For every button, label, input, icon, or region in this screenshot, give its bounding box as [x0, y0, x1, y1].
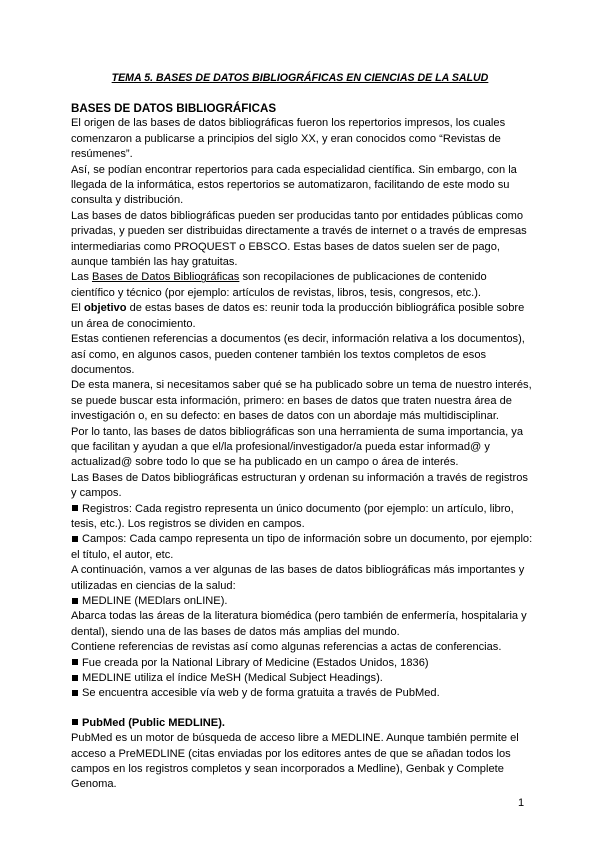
bullet-square-icon — [72, 598, 78, 604]
paragraph-pubmed: PubMed es un motor de búsqueda de acceso libre a MEDLINE. Aunque también permite el acceso a PreMEDLINE (citas enviadas por los editores antes de que se añadan todos los campos en los registros completos y sean incorporados a Medline), Genbak y Complete Genoma. — [71, 732, 519, 791]
bullet-square-icon — [72, 659, 78, 665]
bullet-text: MEDLINE utiliza el índice MeSH (Medical Subject Headings). — [82, 672, 383, 685]
bullet-registros — [71, 502, 533, 533]
page-number: 1 — [518, 797, 525, 809]
paragraph-abarca: Abarca todas las áreas de la literatura biomédica (pero también de enfermería, hospitalaria y dental), siendo una de las bases de datos más amplias del mundo. — [71, 610, 527, 638]
bullet-square-icon — [72, 690, 78, 696]
section-heading-pubmed — [71, 716, 533, 731]
paragraph-repertorios: Así, se podían encontrar repertorios para cada especialidad científica. Sin embargo, con la llegada de la informática, estos repertorios se automatizaron, facilitando de este modo su consulta y distribución. — [71, 163, 517, 207]
text-segment: Las — [71, 271, 92, 284]
section-gap — [71, 702, 533, 716]
paragraph-definicion — [71, 270, 533, 301]
document-body — [71, 101, 533, 793]
paragraph-origen: El origen de las bases de datos bibliográficas fueron los repertorios impresos, los cuales comenzaron a publicarse a principios del siglo XX, y eran conocidos como “Revistas de resúmenes”. — [71, 117, 506, 161]
paragraph-busqueda: De esta manera, si necesitamos saber qué se ha publicado sobre un tema de nuestro interés, se puede buscar esta información, primero: en bases de datos que traten nuestra área de investigación o, en su defecto: en bases de datos con un abordaje más multidisciplinar. — [71, 379, 532, 423]
text-segment: son recopilaciones de publicaciones de contenido científico y técnico (por ejemplo: artículos de revistas, libros, tesis, congresos, etc.). — [71, 271, 487, 299]
section-heading-bases-datos: BASES DE DATOS BIBLIOGRÁFICAS — [71, 102, 277, 115]
paragraph-continuacion: A continuación, vamos a ver algunas de las bases de datos bibliográficas más importantes y utilizadas en ciencias de la salud: — [71, 564, 525, 592]
bullet-text: Fue creada por la National Library of Medicine (Estados Unidos, 1836) — [82, 656, 429, 669]
objetivo-bold: objetivo — [83, 302, 127, 315]
bullet-text: Se encuentra accesible vía web y de forma gratuita a través de PubMed. — [82, 687, 440, 700]
text-segment: de estas bases de datos es: reunir toda la producción bibliográfica posible sobre un área de conocimiento. — [71, 302, 525, 330]
bullet-text: Registros: Cada registro representa un único documento (por ejemplo: un artículo, libro, tesis, etc.). Los registros se dividen en campos. — [71, 502, 514, 530]
paragraph-importancia: Por lo tanto, las bases de datos bibliográficas son una herramienta de suma importancia, ya que facilitan y ayudan a que el/la profesional/investigador/a pueda estar informad@ y actualizad@ sobre todo lo que se ha publicado en un campo o área de interés. — [71, 425, 524, 469]
bullet-campos — [71, 532, 533, 563]
bullet-medline — [71, 594, 533, 609]
paragraph-contiene: Contiene referencias de revistas así como algunas referencias a actas de conferencias. — [71, 641, 502, 654]
paragraph-estructura: Las Bases de Datos bibliográficas estructuran y ordenan su información a través de registros y campos. — [71, 471, 528, 500]
bullet-text: MEDLINE (MEDlars onLINE). — [82, 595, 228, 607]
bases-datos-link[interactable]: Bases de Datos Bibliográficas — [91, 271, 240, 284]
paragraph-producidas: Las bases de datos bibliográficas pueden ser producidas tanto por entidades públicas como privadas, y pueden ser distribuidas directamente a través de internet o a través de empresas intermediarias como PROQUEST o EBSCO. Estas bases de datos suelen ser de pago, aunque también las hay gratuitas. — [71, 209, 527, 269]
pubmed-heading-text: PubMed (Public MEDLINE). — [82, 716, 225, 729]
bullet-square-icon — [72, 675, 78, 681]
paragraph-objetivo — [71, 301, 533, 332]
bullet-square-icon — [72, 536, 78, 542]
bullet-mesh — [71, 671, 533, 686]
bullet-square-icon — [72, 719, 78, 725]
document-title: TEMA 5. BASES DE DATOS BIBLIOGRÁFICAS EN CIENCIAS DE LA SALUD — [111, 72, 489, 84]
text-segment: El — [71, 302, 84, 315]
bullet-accesible — [71, 686, 533, 701]
bullet-square-icon — [72, 505, 78, 511]
bullet-text: Campos: Cada campo representa un tipo de información sobre un documento, por ejemplo: el título, el autor, etc. — [71, 533, 533, 561]
bullet-creada — [71, 656, 533, 671]
paragraph-referencias: Estas contienen referencias a documentos (es decir, información relativa a los documentos), así como, en algunos casos, pueden contener también los textos completos de esos documentos. — [71, 333, 525, 376]
